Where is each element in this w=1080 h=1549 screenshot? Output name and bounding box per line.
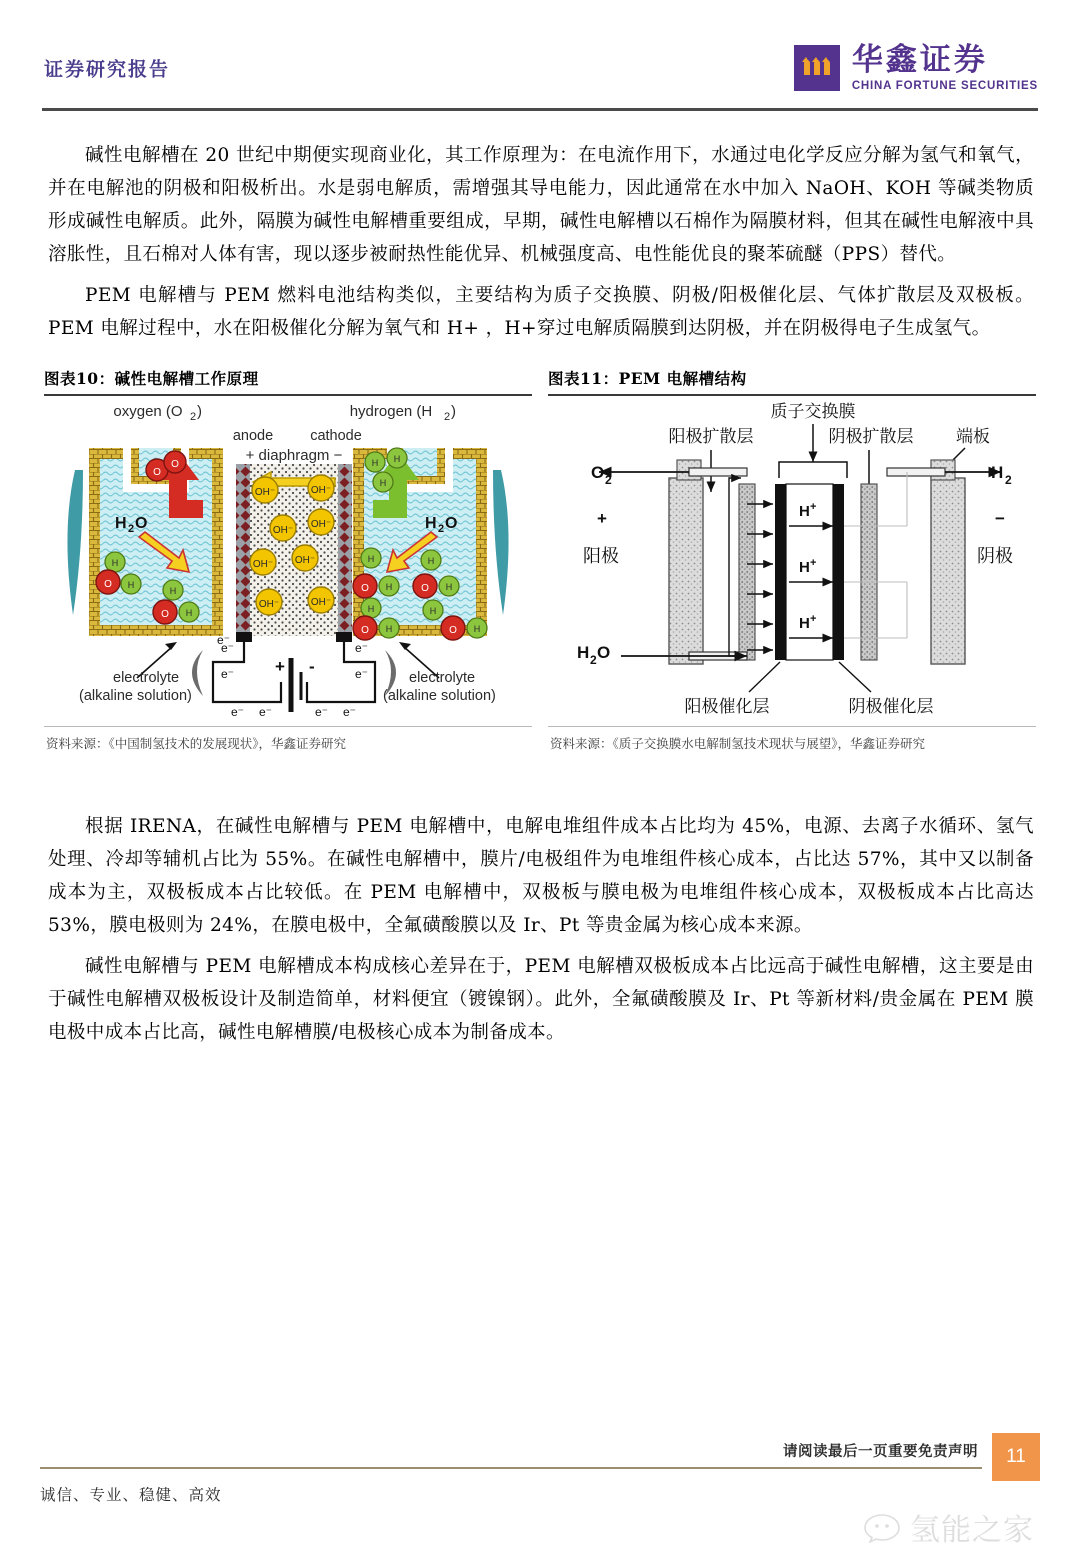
- figure-11-image: [548, 396, 1036, 726]
- label-electrolyte-right: electrolyte: [409, 670, 476, 686]
- label-anode-catalyst: 阳极催化层: [684, 697, 770, 716]
- svg-text:2: 2: [128, 523, 135, 535]
- svg-text:+: +: [810, 613, 817, 625]
- footer-divider: [40, 1467, 982, 1469]
- svg-text:OH⁻: OH⁻: [258, 599, 280, 610]
- svg-text:O: O: [171, 459, 179, 470]
- svg-text:H: H: [367, 604, 375, 614]
- label-anode-cn: 阳极: [583, 546, 619, 566]
- label-oxygen-sub: 2: [190, 411, 197, 423]
- svg-text:O: O: [445, 515, 458, 532]
- svg-text:H: H: [445, 582, 453, 592]
- svg-text:H: H: [127, 580, 135, 590]
- svg-text:OH⁻: OH⁻: [294, 555, 316, 566]
- svg-text:O: O: [449, 625, 457, 636]
- figures-row: [40, 367, 1040, 762]
- label-anode-diffusion: 阳极扩散层: [668, 427, 754, 446]
- watermark-text: 氢能之家: [910, 1513, 1034, 1548]
- electron-flow-left: [192, 650, 203, 696]
- svg-text:OH⁻: OH⁻: [252, 559, 274, 570]
- label-cathode: cathode: [310, 428, 362, 444]
- anode-catalyst-layer: [775, 484, 786, 660]
- figure-10-image: [44, 396, 532, 726]
- svg-text:H: H: [169, 586, 177, 596]
- cathode-electrode: [338, 464, 352, 636]
- label-electrolyte-left: electrolyte: [113, 670, 180, 686]
- svg-text:O: O: [161, 609, 169, 620]
- figure-10: [44, 367, 540, 762]
- svg-text:O: O: [361, 625, 369, 636]
- label-hydrogen-close: ): [451, 403, 456, 420]
- figure-10-source: 资料来源：《中国制氢技术的发展现状》，华鑫证券研究: [46, 736, 347, 751]
- label-battery-minus: -: [309, 657, 315, 676]
- svg-text:OH⁻: OH⁻: [310, 597, 332, 608]
- svg-text:O: O: [597, 643, 611, 662]
- label-oxygen: oxygen (O: [113, 403, 183, 420]
- svg-text:+: +: [810, 557, 817, 569]
- svg-text:O: O: [135, 515, 148, 532]
- header-divider: [42, 108, 1038, 111]
- pem-electrolyzer-diagram: [561, 400, 1023, 722]
- figure-11-frame: [548, 394, 1036, 727]
- wechat-bubble-icon: [862, 1511, 902, 1543]
- label-electron-6: e⁻: [259, 705, 273, 719]
- svg-text:H: H: [799, 559, 810, 576]
- cathode-catalyst-layer: [833, 484, 844, 660]
- label-electron-9: e⁻: [217, 633, 231, 647]
- label-cathode-catalyst: 阴极催化层: [848, 697, 934, 716]
- svg-text:OH⁻: OH⁻: [310, 485, 332, 496]
- svg-text:2: 2: [438, 523, 445, 535]
- svg-text:H: H: [371, 458, 379, 468]
- label-electrolyte-right-sub: (alkaline solution): [383, 688, 496, 704]
- page-number-badge: 11: [992, 1433, 1040, 1481]
- svg-text:H: H: [385, 582, 393, 592]
- label-minus: −: [995, 509, 1005, 528]
- label-hydrogen-sub: 2: [444, 411, 451, 423]
- alkaline-electrolyzer-diagram: [53, 400, 523, 722]
- side-fin-left: [67, 470, 83, 615]
- label-cathode-cn: 阴极: [977, 546, 1013, 566]
- label-plus: +: [597, 509, 607, 528]
- paragraph-alkaline-electrolyzer: 碱性电解槽在 20 世纪中期便实现商业化，其工作原理为：在电流作用下，水通过电化学反应分解为氢气和氧气，并在电解池的阴极和阳极析出。水是弱电解质，需增强其导电能力，因此通常在水中加入 NaOH、KOH 等碱类物质形成碱性电解质。此外，隔膜为碱性电解槽重要组成，早期，碱性电解槽以石棉作为隔膜材料，但其在碱性电解液中具溶胀性，且石棉对人体有害，现以逐步被耐热性能优异、机械强度高、电性能优良的聚苯硫醚（PPS）替代。: [48, 145, 1034, 265]
- label-hydrogen: hydrogen (H: [349, 403, 433, 420]
- anode-terminal: [236, 632, 252, 642]
- svg-text:H: H: [473, 624, 481, 634]
- label-electron-1: e⁻: [221, 641, 235, 655]
- label-end-plate: 端板: [956, 427, 990, 446]
- page-footer: [40, 1433, 1040, 1548]
- logo-text: [852, 44, 1038, 92]
- label-diaphragm: + diaphragm −: [245, 447, 343, 464]
- oxygen-outlet: [689, 468, 747, 476]
- svg-text:H: H: [799, 615, 810, 632]
- cathode-terminal: [336, 632, 352, 642]
- label-anode: anode: [232, 428, 274, 444]
- svg-text:O: O: [104, 579, 112, 590]
- label-electron-8: e⁻: [343, 705, 357, 719]
- watermark: [862, 1505, 1034, 1549]
- figure-10-caption: 图表10：碱性电解槽工作原理: [44, 369, 259, 388]
- label-electron-4: e⁻: [355, 667, 369, 681]
- svg-text:OH⁻: OH⁻: [254, 487, 276, 498]
- svg-text:O: O: [421, 583, 429, 594]
- label-electron-7: e⁻: [315, 705, 329, 719]
- paragraph-irena-cost: 根据 IRENA，在碱性电解槽与 PEM 电解槽中，电解电堆组件成本占比均为 45%，电源、去离子水循环、氢气处理、冷却等辅机占比为 55%。在碱性电解槽中，膜片/电极组件为电堆组件核心成本，占比达 57%，其中又以制备成本为主，双极板成本占比较低。在 PEM 电解槽中，双极板与膜电极为电堆组件核心成本，双极板成本占比高达 53%，膜电极则为 24%，在膜电极中，全氟磺酸膜以及 Ir、Pt 等贵金属为核心成本来源。: [48, 816, 1034, 936]
- figure-11-caption: 图表11：PEM 电解槽结构: [548, 369, 747, 388]
- label-battery-plus: +: [275, 657, 285, 676]
- end-plate-right: [931, 478, 965, 664]
- svg-text:H: H: [429, 606, 437, 616]
- label-electron-3: e⁻: [355, 641, 369, 655]
- figure-11-source: 资料来源：《质子交换膜水电解制氢技术现状与展望》，华鑫证券研究: [550, 736, 926, 751]
- hydrogen-outlet: [887, 468, 945, 476]
- label-water-right: H: [425, 515, 437, 532]
- svg-text:H: H: [799, 503, 810, 520]
- logo-name-cn: 华鑫证券: [851, 42, 988, 78]
- svg-text:2: 2: [605, 473, 612, 487]
- cathode-diffusion-layer: [861, 484, 877, 660]
- svg-text:2: 2: [1005, 473, 1012, 487]
- label-electron-5: e⁻: [231, 705, 245, 719]
- company-logo: [794, 44, 1038, 92]
- label-proton-membrane: 质子交换膜: [770, 402, 856, 421]
- figure-11: [540, 367, 1036, 762]
- external-circuit: [192, 633, 396, 719]
- page-header: [40, 0, 1040, 108]
- figure-10-frame: [44, 394, 532, 727]
- report-type-title: 证券研究报告: [44, 58, 171, 81]
- company-slogan: 诚信、专业、稳健、高效: [40, 1486, 222, 1504]
- svg-text:O: O: [361, 583, 369, 594]
- label-cathode-diffusion: 阴极扩散层: [828, 427, 914, 446]
- svg-text:H: H: [427, 556, 435, 566]
- label-h2o: H: [577, 643, 590, 662]
- anode-electrode: [236, 464, 250, 636]
- svg-text:H: H: [367, 554, 375, 564]
- label-o2: O: [591, 463, 605, 482]
- svg-text:H: H: [111, 558, 119, 568]
- label-electron-2: e⁻: [221, 667, 235, 681]
- svg-text:H: H: [393, 454, 401, 464]
- end-plate-left: [669, 478, 703, 664]
- label-h2: H: [991, 463, 1004, 482]
- label-water-left: H: [115, 515, 127, 532]
- svg-text:H: H: [385, 624, 393, 634]
- svg-text:+: +: [810, 501, 817, 513]
- svg-text:OH⁻: OH⁻: [272, 525, 294, 536]
- label-electrolyte-left-sub: (alkaline solution): [79, 688, 192, 704]
- svg-text:H: H: [185, 608, 193, 618]
- svg-text:2: 2: [590, 653, 597, 667]
- disclaimer-text: 请阅读最后一页重要免责声明: [783, 1443, 978, 1460]
- svg-text:H: H: [379, 478, 387, 488]
- paragraph-pem-electrolyzer: PEM 电解槽与 PEM 燃料电池结构类似，主要结构为质子交换膜、阴极/阳极催化层、气体扩散层及双极板。PEM 电解过程中，水在阳极催化分解为氧气和 H+ ，H+穿过电解质隔膜到达阴极，并在阴极得电子生成氢气。: [48, 285, 1034, 339]
- side-fin-right: [493, 470, 509, 615]
- svg-text:OH⁻: OH⁻: [310, 519, 332, 530]
- logo-mark-icon: [794, 45, 840, 91]
- logo-name-en: CHINA FORTUNE SECURITIES: [851, 79, 1038, 92]
- paragraph-cost-difference: 碱性电解槽与 PEM 电解槽成本构成核心差异在于，PEM 电解槽双极板成本占比远高于碱性电解槽，这主要是由于碱性电解槽双极板设计及制造简单，材料便宜（镀镍钢）。此外，全氟磺酸膜及 Ir、Pt 等新材料/贵金属在 PEM 膜电极中成本占比高，碱性电解槽膜/电极核心成本为制备成本。: [48, 956, 1034, 1043]
- label-oxygen-close: ): [197, 403, 202, 420]
- svg-text:O: O: [153, 467, 161, 478]
